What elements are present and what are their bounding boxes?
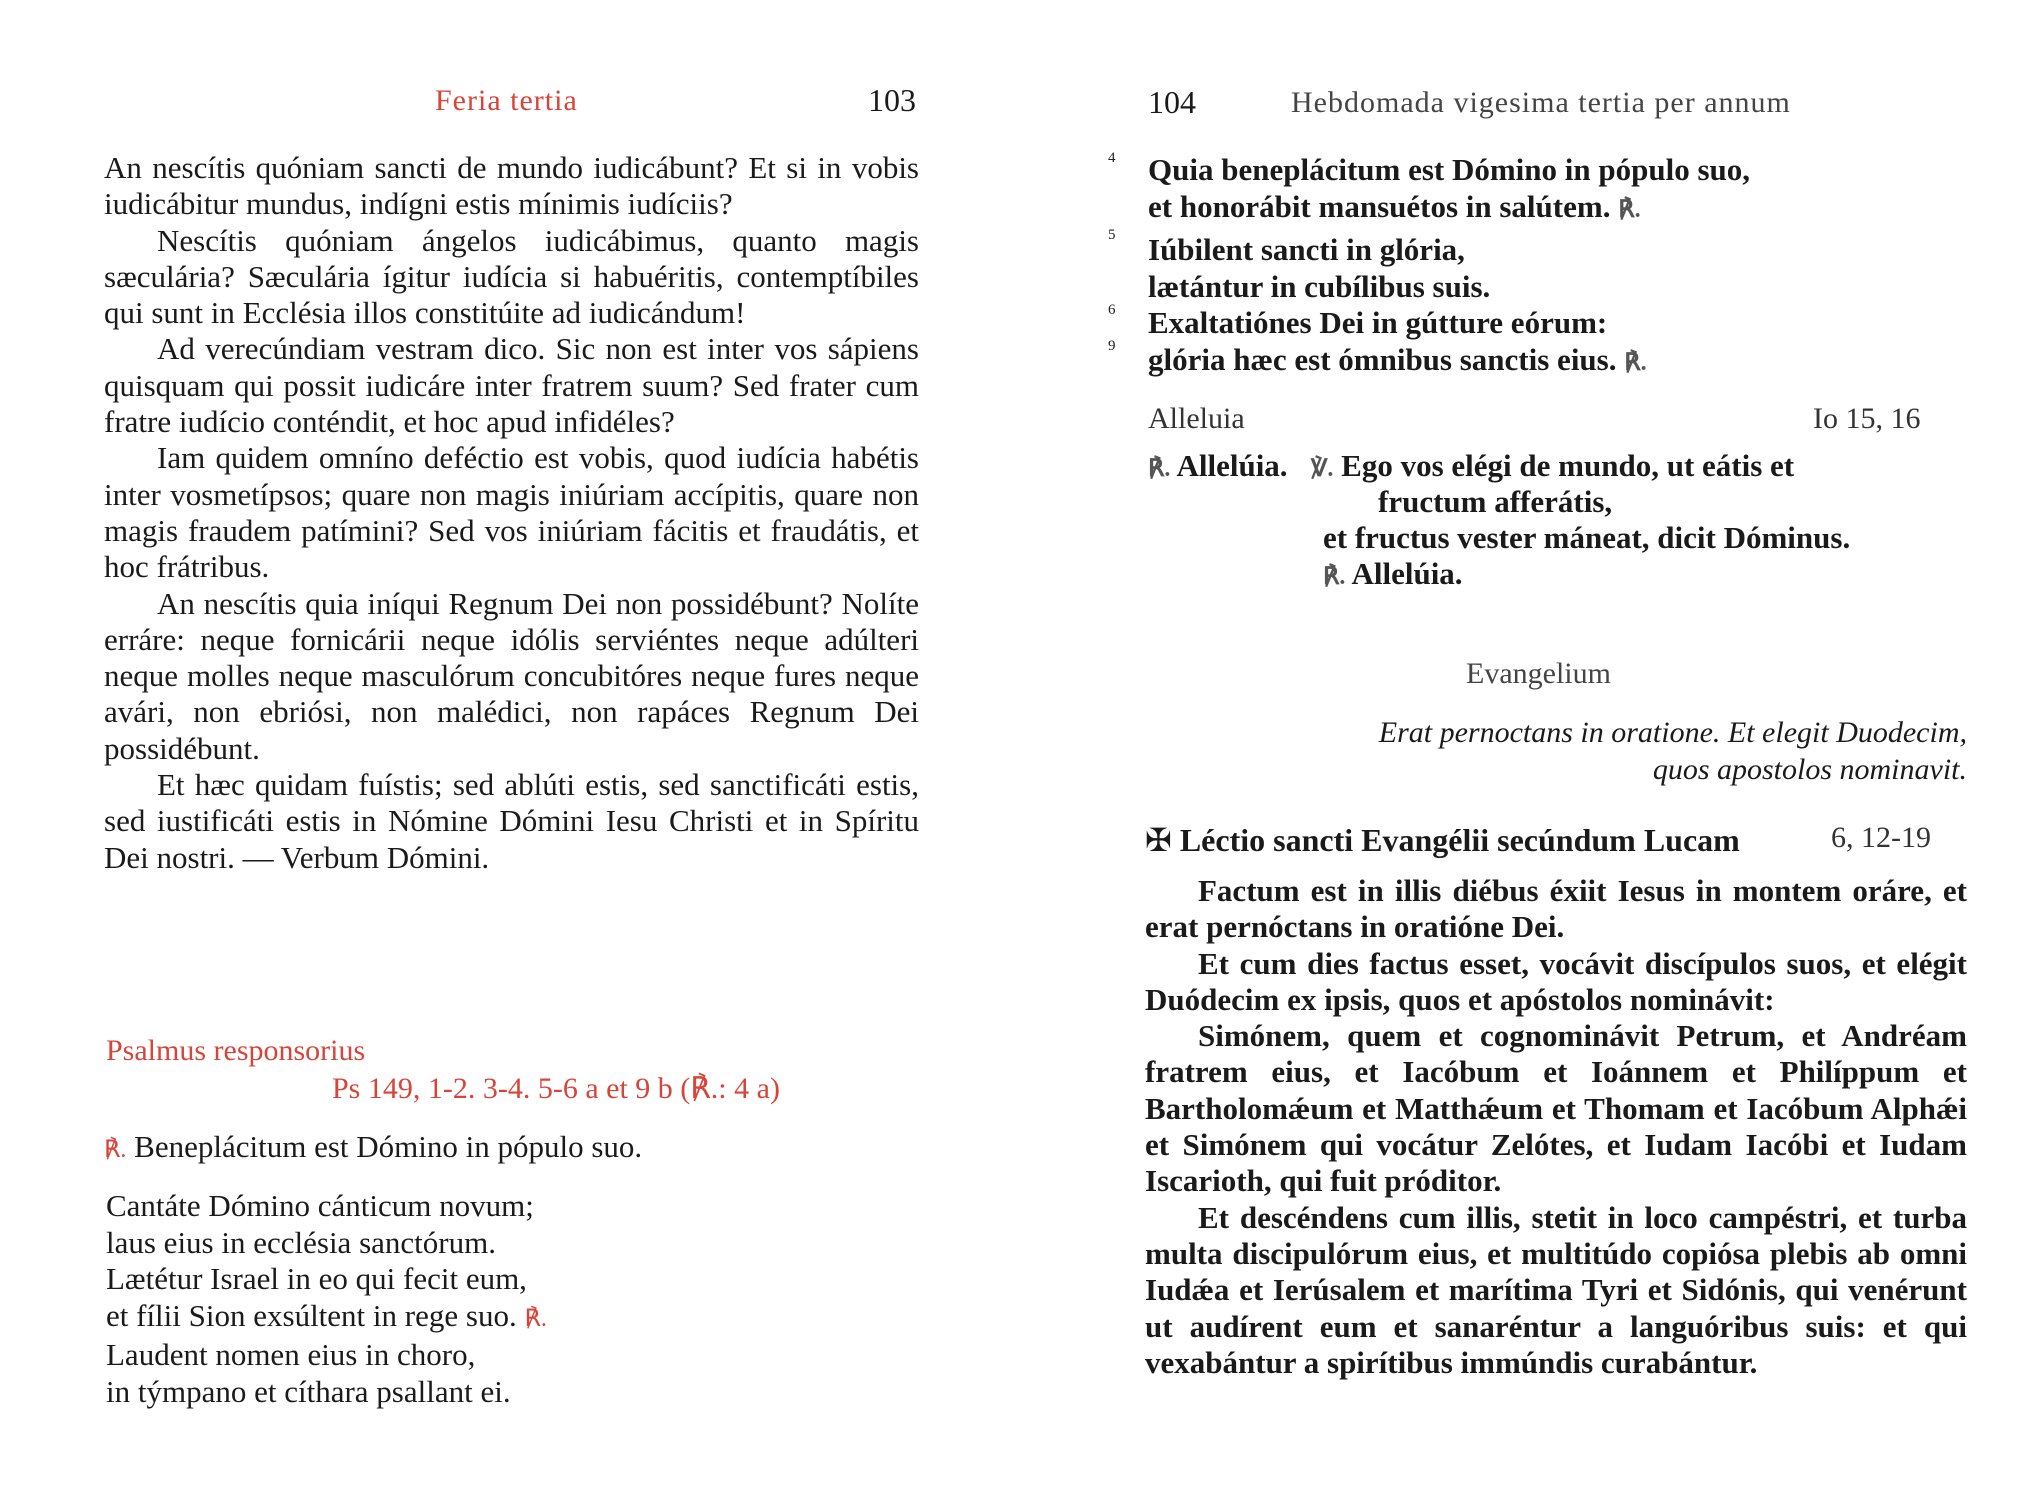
gospel-paragraph: Et descéndens cum illis, stetit in loco campéstri, et turba multa discipulórum eius, et multitúdo copiósa plebis ab omni Iudǽa et Ierúsalem et marítima Tyri et Sidónis, qui venérunt ut audírent eum et sanaréntur a languóribus suis: et qui vexabántur a spirítibus immúndis curabántur. [1145, 1199, 1967, 1380]
gospel-text [1145, 873, 1967, 1381]
page-number: 103 [868, 82, 916, 118]
reading-paragraph: Iam quidem omníno deféctio est vobis, quod iudícia habétis inter vosmetípsos; quare non magis iniúriam accípitis, quare non magis fraudem patímini? Sed vos iniúriam fácitis et fraudátis, et hoc frátribus. [104, 440, 919, 585]
summary-line: quos apostolos nominavit. [1652, 753, 1967, 786]
alleluia-closing [1323, 556, 1463, 592]
response-symbol: ℟. [1148, 456, 1171, 482]
alleluia-response [1148, 448, 1288, 484]
response-text: Allelúia. [1351, 556, 1463, 591]
verse-number: 6 [1108, 302, 1116, 318]
verse-line: et fílii Sion exsúltent in rege suo. [106, 1297, 517, 1333]
verse-text: Ego vos elégi de mundo, ut eátis et [1341, 448, 1795, 483]
gospel-summary [1251, 714, 1967, 788]
summary-line: Erat pernoctans in oratione. Et elegit Duodecim, [1378, 716, 1967, 749]
verse-line: et honorábit mansuétos in salútem. ℟. [1148, 188, 1641, 224]
gospel-paragraph: Et cum dies factus esset, vocávit discípulos suos, et elégit Duódecim ex ipsis, quos et apóstolos nominávit: [1145, 945, 1967, 1017]
alleluia-verse-line: et fructus vester máneat, dicit Dóminus. [1323, 520, 1851, 555]
verse-number: 5 [1108, 227, 1116, 243]
reading-paragraph: An nescítis quia iníqui Regnum Dei non possidébunt? Nolíte erráre: neque fornicárii neque idólis serviéntes neque adúlteri neque molles neque masculórum concubitóres neque fures neque avári, non ebriósi, non malédici, non rapáces Regnum Dei possidébunt. [104, 585, 919, 766]
alleluia-verse [1311, 448, 1794, 484]
response-symbol: ℟. [1618, 196, 1641, 223]
verse-line: lætántur in cubílibus suis. [1148, 268, 1491, 304]
verse-symbol: ℣. [1311, 456, 1334, 482]
response-symbol: ℟. [104, 1137, 127, 1163]
alleluia-title: Alleluia [1148, 402, 1245, 435]
psalm-title: Psalmus responsorius [106, 1034, 366, 1067]
response-text: Beneplácitum est Dómino in pópulo suo. [134, 1129, 643, 1164]
reading-paragraph: Nescítis quóniam ángelos iudicábimus, quanto magis sæculária? Sæculária ígitur iudícia si habuéritis, contemptíbiles qui sunt in Ecclésia illos constitúite ad iudicándum! [104, 222, 919, 331]
right-page [1011, 0, 2022, 1500]
verse-line: Iúbilent sancti in glória, [1148, 232, 1465, 267]
verse-number: 9 [1108, 338, 1116, 354]
gospel-paragraph: Simónem, quem et cognominávit Petrum, et Andréam fratrem eius, et Iacóbum et Ioánnem et Philíppum et Bartholomǽum et Matthǽum et Thomam et Iacóbum Alphǽi et Simónem qui vocátur Zelótes, et Iudam Iacóbi et Iudam Iscarioth, qui fuit próditor. [1145, 1018, 1967, 1199]
response-symbol: ℟. [1323, 564, 1346, 590]
alleluia-reference: Io 15, 16 [1813, 402, 1921, 435]
alleluia-verse-line: fructum afferátis, [1378, 484, 1613, 519]
gospel-heading [1145, 821, 1740, 859]
verse-line: laus eius in ecclésia sanctórum. [106, 1224, 496, 1260]
reading-paragraph: Et hæc quidam fuístis; sed ablúti estis, sed sanctificáti estis, sed iustificáti estis in Nómine Dómini Iesu Christi et in Spíritu Dei nostri. — Verbum Dómini. [104, 767, 919, 875]
running-header: Feria tertia [435, 84, 578, 117]
page-number: 104 [1148, 84, 1196, 120]
gospel-paragraph: Factum est in illis diébus éxiit Iesus in montem oráre, et erat pernóctans in oratióne Dei. [1145, 873, 1967, 945]
psalm-stanza [106, 1337, 511, 1410]
epistle-reading [104, 150, 919, 876]
response-symbol: ℟. [524, 1305, 547, 1332]
psalm-stanza [106, 1188, 547, 1337]
verse-line: Cantáte Dómino cánticum novum; [106, 1188, 534, 1223]
gospel-heading-text: Léctio sancti Evangélii secúndum Lucam [1179, 822, 1740, 858]
running-header: Hebdomada vigesima tertia per annum [1291, 86, 1791, 119]
verse-line: glória hæc est ómnibus sanctis eius. ℟. [1148, 341, 1647, 377]
cross-icon: ✠ [1145, 822, 1172, 858]
response-text: Allelúia. [1176, 448, 1288, 483]
verse-number: 4 [1108, 150, 1116, 166]
reading-paragraph: Ad verecúndiam vestram dico. Sic non est inter vos sápiens quisquam qui possit iudicáre inter fratrem suum? Sed frater cum fratre iudício conténdit, et hoc apud infidéles? [104, 331, 919, 440]
verse-line: Quia beneplácitum est Dómino in pópulo suo, [1148, 152, 1751, 187]
response-symbol: ℟. [1624, 349, 1647, 376]
verse-line: in týmpano et cíthara psallant ei. [106, 1373, 511, 1409]
verse-line: Laudent nomen eius in choro, [106, 1337, 476, 1372]
reading-paragraph: An nescítis quóniam sancti de mundo iudicábunt? Et si in vobis iudicábitur mundus, indígni estis mínimis iudíciis? [104, 150, 919, 222]
psalm-response [104, 1129, 642, 1165]
gospel-reference: 6, 12-19 [1831, 821, 1931, 854]
gospel-title: Evangelium [1466, 657, 1611, 690]
verse-line: Exaltatiónes Dei in gútture eórum: [1148, 305, 1608, 340]
verse-line: Lætétur Israel in eo qui fecit eum, [106, 1261, 527, 1296]
psalm-reference: Ps 149, 1-2. 3-4. 5-6 a et 9 b (℟.: 4 a) [332, 1072, 780, 1105]
psalm-continuation [1148, 152, 1750, 381]
